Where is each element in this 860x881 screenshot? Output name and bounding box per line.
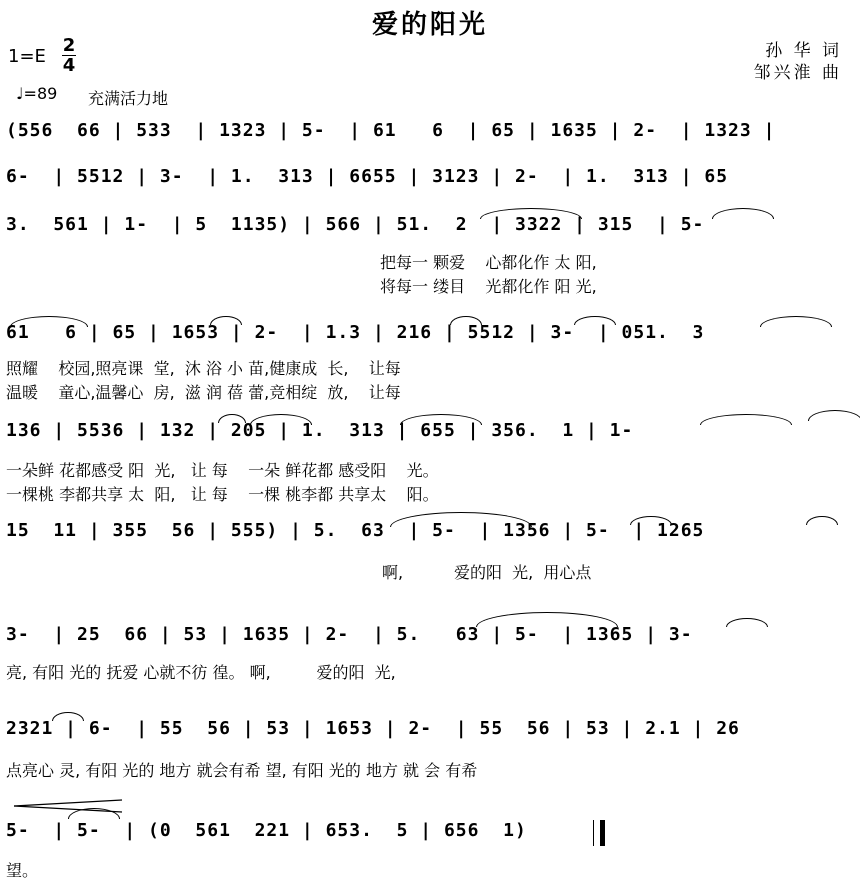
music-row-7: 3- | 25 66 | 53 | 1635 | 2- | 5. 63 | 5- | 1365 | 3- bbox=[6, 624, 693, 645]
final-barline-thin bbox=[593, 820, 594, 846]
lyrics-row-8: 点亮心 灵, 有阳 光的 地方 就会有希 望, 有阳 光的 地方 就 会 有希 bbox=[6, 761, 478, 780]
slur bbox=[218, 414, 246, 423]
music-row-4: 61 6 | 65 | 1653 | 2- | 1.3 | 216 | 5512 | 3- | 051. 3 bbox=[6, 322, 705, 343]
lyrics-row-7: 亮, 有阳 光的 抚爱 心就不彷 徨。 啊, 爱的阳 光, bbox=[6, 663, 396, 682]
lyrics-row-9: 望。 bbox=[6, 861, 39, 880]
crescendo-hairpin bbox=[10, 796, 126, 816]
time-signature-top: 2 bbox=[62, 35, 76, 56]
tie-arc bbox=[808, 410, 860, 421]
tie-arc bbox=[700, 414, 792, 425]
tempo-marking bbox=[16, 84, 57, 103]
music-row-1: (556 66 | 533 | 1323 | 5- | 61 6 | 65 | 1635 | 2- | 1323 | bbox=[6, 120, 776, 141]
tempo-value: =89 bbox=[23, 84, 58, 103]
music-row-5: 136 | 5536 | 132 | 205 | 1. 313 | 655 | 356. 1 | 1- bbox=[6, 420, 634, 441]
tie-arc bbox=[476, 612, 618, 627]
music-row-3: 3. 561 | 1- | 5 1135) | 566 | 51. 2 | 3322 | 315 | 5- bbox=[6, 214, 705, 235]
slur bbox=[450, 316, 482, 325]
time-signature bbox=[62, 36, 76, 75]
slur bbox=[52, 712, 84, 721]
quarter-note-icon: ♩ bbox=[16, 84, 24, 103]
lyricist-credit: 孙 华 词 bbox=[765, 41, 842, 61]
lyrics-row-3-verse-1: 把每一 颗爱 心都化作 太 阳, bbox=[380, 253, 597, 272]
tie-arc bbox=[480, 208, 582, 219]
slur bbox=[630, 516, 672, 525]
tie-arc bbox=[400, 414, 482, 425]
slur bbox=[210, 316, 242, 325]
music-row-2: 6- | 5512 | 3- | 1. 313 | 6655 | 3123 | 2- | 1. 313 | 65 bbox=[6, 166, 729, 187]
slur bbox=[726, 618, 768, 627]
lyrics-row-4-verse-1: 照耀 校园,照亮课 堂, 沐 浴 小 苗,健康成 长, 让每 bbox=[6, 359, 401, 378]
music-row-6: 15 11 | 355 56 | 555) | 5. 63 | 5- | 1356 | 5- | 1265 bbox=[6, 520, 705, 541]
tie-arc bbox=[390, 512, 532, 527]
lyrics-row-5-verse-2: 一棵桃 李都共享 太 阳, 让 每 一棵 桃李都 共享太 阳。 bbox=[6, 485, 439, 504]
final-barline bbox=[600, 820, 605, 846]
key-signature: 1=E bbox=[8, 46, 46, 67]
tie-arc bbox=[712, 208, 774, 219]
lyrics-row-4-verse-2: 温暖 童心,温馨心 房, 滋 润 蓓 蕾,竞相绽 放, 让每 bbox=[6, 383, 401, 402]
slur bbox=[574, 316, 616, 325]
composer-credit: 邹兴淮 曲 bbox=[753, 63, 842, 83]
time-signature-bottom: 4 bbox=[62, 55, 76, 76]
music-row-9: 5- | 5- | (0 561 221 | 653. 5 | 656 1) bbox=[6, 820, 527, 841]
lyrics-row-5-verse-1: 一朵鲜 花都感受 阳 光, 让 每 一朵 鲜花都 感受阳 光。 bbox=[6, 461, 439, 480]
lyrics-row-6: 啊, 爱的阳 光, 用心点 bbox=[382, 563, 592, 582]
expression-marking: 充满活力地 bbox=[88, 89, 169, 108]
tie-arc bbox=[250, 414, 312, 425]
music-row-8: 2321 | 6- | 55 56 | 53 | 1653 | 2- | 55 56 | 53 | 2.1 | 26 bbox=[6, 718, 740, 739]
lyrics-row-3-verse-2: 将每一 缕目 光都化作 阳 光, bbox=[380, 277, 597, 296]
song-title: 爱的阳光 bbox=[371, 10, 488, 40]
tie-arc bbox=[10, 316, 88, 327]
tie-arc bbox=[760, 316, 832, 327]
slur bbox=[806, 516, 838, 525]
